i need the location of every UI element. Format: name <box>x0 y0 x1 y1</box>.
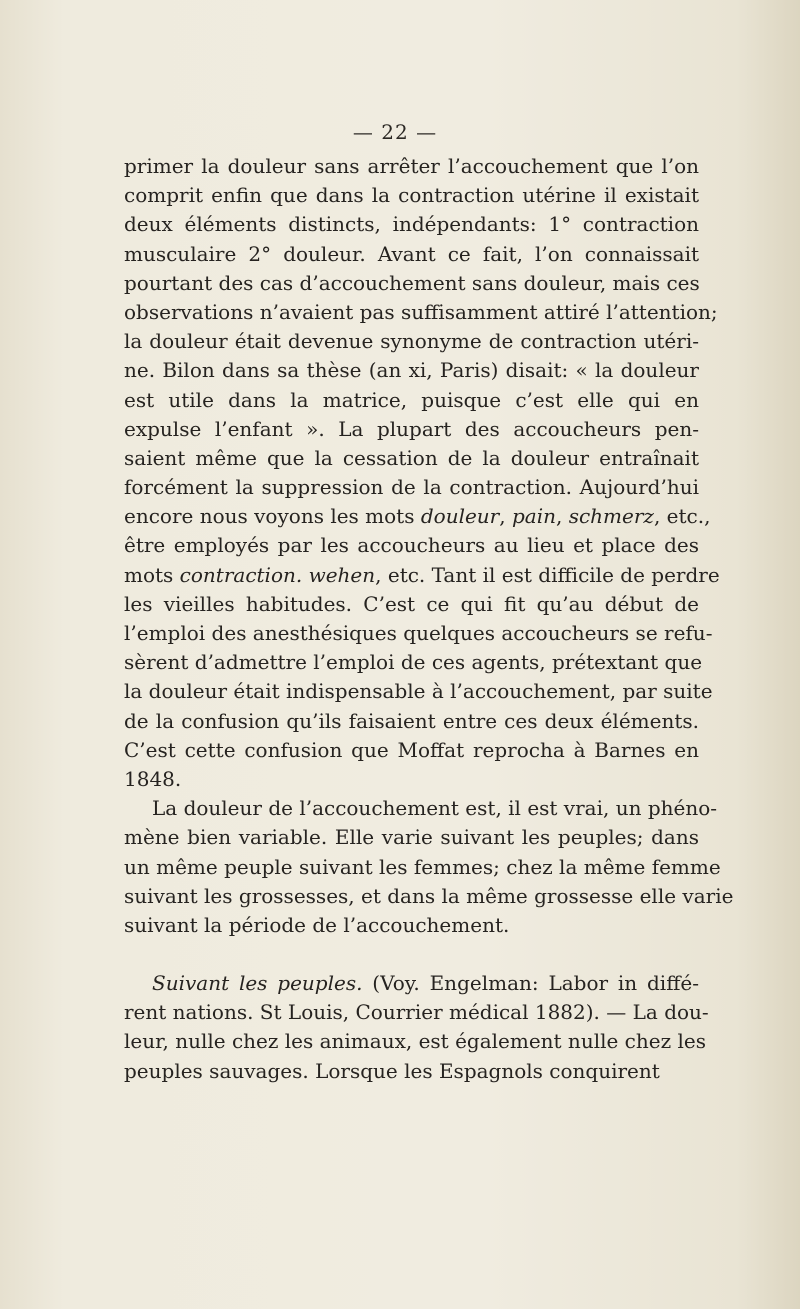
text-run: suivant les grossesses, et dans la même grossesse elle varie <box>124 883 734 908</box>
text-run: La douleur de l’accouchement est, il est vrai, un phéno- <box>152 796 718 821</box>
text-run: les vieilles habitudes. C’est ce qui fit qu’au début de <box>124 591 699 616</box>
text-run: ne. Bilon dans sa thèse (an xi, Paris) disait: « la douleur <box>124 358 699 383</box>
text-line <box>124 794 718 823</box>
text-run: la douleur était indispensable à l’accouchement, par suite <box>124 679 713 704</box>
text-run: un même peuple suivant les femmes; chez la même femme <box>124 854 721 879</box>
text-run: C’est cette confusion que Moffat reprocha à Barnes en <box>124 737 699 762</box>
text-run: comprit enfin que dans la contraction utérine il existait <box>124 183 699 208</box>
text-line <box>124 386 699 415</box>
paragraph <box>124 152 720 794</box>
text-line <box>124 677 713 706</box>
text-run: primer la douleur sans arrêter l’accouchement que l’on <box>124 154 699 178</box>
text-run: suivant la période de l’accouchement. <box>124 912 510 937</box>
text-line <box>124 240 699 269</box>
text-run: deux éléments distincts, indépendants: 1° contraction <box>124 212 699 237</box>
text-line <box>124 327 699 356</box>
text-line <box>124 707 699 736</box>
text-line <box>124 269 699 298</box>
text-run: , etc. Tant il est difficile de perdre <box>375 562 720 587</box>
paragraph-gap <box>124 940 699 969</box>
text-run: , etc., <box>653 504 711 529</box>
text-run: , <box>499 504 512 529</box>
text-run: expulse l’enfant ». La plupart des accoucheurs pen- <box>124 416 699 441</box>
italic-text: pain <box>511 504 556 529</box>
text-line <box>124 415 699 444</box>
text-run: encore nous voyons les mots <box>124 504 421 529</box>
text-line <box>124 561 720 590</box>
text-run: sèrent d’admettre l’emploi de ces agents, prétextant que <box>124 650 703 675</box>
text-line <box>124 823 699 852</box>
text-run: observations n’avaient pas suffisamment attiré l’attention; <box>124 299 718 324</box>
text-line <box>124 298 718 327</box>
text-line <box>124 210 699 239</box>
text-run: mots <box>124 562 180 587</box>
text-line <box>124 736 699 765</box>
text-run: leur, nulle chez les animaux, est également nulle chez les <box>124 1029 706 1054</box>
text-run: forcément la suppression de la contraction. Aujourd’hui <box>124 475 699 500</box>
text-run: être employés par les accoucheurs au lieu et place des <box>124 533 699 558</box>
text-line <box>124 502 711 531</box>
text-line <box>124 648 703 677</box>
text-line <box>124 969 699 998</box>
body-text <box>124 152 734 1086</box>
text-line <box>124 911 699 940</box>
page-number: — 22 — <box>352 120 438 144</box>
italic-text: schmerz <box>568 504 654 529</box>
italic-text: douleur <box>420 504 500 529</box>
text-run: , <box>555 504 569 529</box>
text-line <box>124 590 699 619</box>
text-run: mène bien variable. Elle varie suivant les peuples; dans <box>124 825 699 850</box>
text-run: saient même que la cessation de la douleur entraînait <box>124 445 699 470</box>
text-run: l’emploi des anesthésiques quelques accoucheurs se refu- <box>124 621 713 645</box>
text-line <box>124 531 699 560</box>
text-line <box>124 473 699 502</box>
text-line <box>124 619 713 648</box>
text-line <box>124 152 699 181</box>
text-run: 1848. <box>124 766 182 791</box>
italic-text: Suivant les peuples. <box>152 971 363 996</box>
text-run: peuples sauvages. Lorsque les Espagnols conquirent <box>124 1058 660 1083</box>
italic-text: contraction. wehen <box>179 562 376 587</box>
paragraph <box>124 969 709 1086</box>
text-line <box>124 1027 706 1056</box>
text-line <box>124 356 699 385</box>
paragraph <box>124 794 734 940</box>
text-line <box>124 882 734 911</box>
text-run: la douleur était devenue synonyme de contraction utéri- <box>124 329 699 354</box>
text-line <box>124 853 721 882</box>
text-run: rent nations. St Louis, Courrier médical 1882). — La dou- <box>124 1000 709 1025</box>
text-run: musculaire 2° douleur. Avant ce fait, l’on connaissait <box>124 241 699 266</box>
text-line <box>124 181 699 210</box>
text-line <box>124 998 709 1027</box>
text-line <box>124 765 699 794</box>
text-run: est utile dans la matrice, puisque c’est elle qui en <box>124 387 699 412</box>
text-run: pourtant des cas d’accouchement sans douleur, mais ces <box>124 270 700 295</box>
text-run: de la confusion qu’ils faisaient entre ces deux éléments. <box>124 708 699 733</box>
text-line <box>124 1057 699 1086</box>
text-line <box>124 444 699 473</box>
text-run: (Voy. Engelman: Labor in diffé- <box>362 971 699 996</box>
